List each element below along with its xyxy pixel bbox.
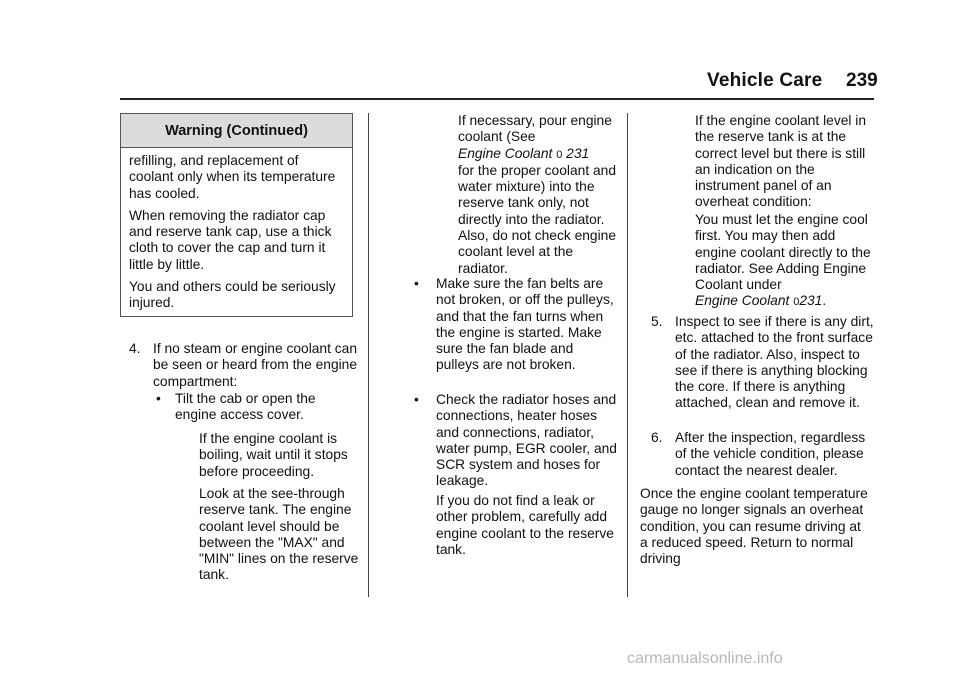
warning-paragraph: When removing the radiator cap and reserve tank cap, use a thick cloth to cover the cap and turn it little by little. <box>129 207 332 272</box>
sub-paragraph <box>695 212 875 311</box>
step-text: After the inspection, regardless of the vehicle condition, please contact the nearest dealer. <box>675 430 866 478</box>
sub-paragraph: If you do not find a leak or other problem, carefully add engine coolant to the reserve tank. <box>436 493 614 557</box>
warning-body <box>121 148 352 312</box>
sub-paragraph: If the engine coolant level in the reserve tank is at the correct level but there is still an indication on the instrument panel of an overheat condition: <box>695 113 867 210</box>
header-rule <box>120 98 874 100</box>
sub-paragraph: Look at the see-through reserve tank. The engine coolant level should be between the "MAX" and "MIN" lines on the reserve tank. <box>199 486 359 583</box>
paragraph-text: If necessary, pour engine coolant (See <box>458 113 612 145</box>
column-divider-1 <box>368 113 369 597</box>
bullet-text: Check the radiator hoses and connections, heater hoses and connections, radiator, water pump, EGR cooler, and SCR system and hoses for leakage. <box>436 392 617 489</box>
step-number: 4. <box>129 341 141 356</box>
step-number: 5. <box>651 314 663 329</box>
warning-box <box>120 113 353 317</box>
warning-paragraph: refilling, and replacement of coolant only when its temperature has cooled. <box>129 153 336 201</box>
continued-paragraph <box>458 113 616 277</box>
bullet-text: Make sure the fan belts are not broken, or off the pulleys, and that the fan turns when the engine is started. Make sure the fan blade and pulleys are not broken. <box>436 276 614 373</box>
reference-link[interactable]: Engine Coolant <box>458 145 553 161</box>
step-text: If no steam or engine coolant can be seen or heard from the engine compartment: <box>153 341 358 389</box>
paragraph-text: for the proper coolant and water mixture) into the reserve tank only, not directly into the radiator. Also, do not check engine coolant level at the radiator. <box>458 162 617 276</box>
warning-heading: Warning (Continued) <box>121 114 352 148</box>
sub-paragraph: If the engine coolant is boiling, wait until it stops before proceeding. <box>199 431 348 479</box>
header-title: Vehicle Care <box>707 70 823 91</box>
page-ref-arrow-icon: 0 <box>793 296 800 309</box>
step-text: Inspect to see if there is any dirt, etc. attached to the front surface of the radiator. Also, inspect to see if there is anything blocking the core. If there is anything attached, clean and remove it. <box>675 314 874 411</box>
page-number: 239 <box>846 70 878 91</box>
paragraph-text: You must let the engine cool first. You may then add engine coolant directly to the radiator. See Adding Engine Coolant under <box>695 212 871 293</box>
warning-paragraph: You and others could be seriously injured. <box>129 279 336 311</box>
watermark: carmanualsonline.info <box>627 650 783 667</box>
bullet-marker: • <box>156 391 161 406</box>
column-divider-2 <box>627 113 628 597</box>
reference-page[interactable]: 231 <box>566 145 590 161</box>
body-paragraph: Once the engine coolant temperature gauge no longer signals an overheat condition, you can resume driving at a reduced speed. Return to normal driving <box>640 486 868 567</box>
reference-end: . <box>822 293 827 309</box>
bullet-text: Tilt the cab or open the engine access cover. <box>175 391 316 423</box>
reference-link[interactable]: Engine Coolant <box>695 293 790 309</box>
page-ref-arrow-icon: 0 <box>556 148 563 161</box>
bullet-marker: • <box>414 276 419 291</box>
step-number: 6. <box>651 430 663 445</box>
reference-page[interactable]: 231 <box>799 293 823 309</box>
bullet-marker: • <box>414 392 419 407</box>
